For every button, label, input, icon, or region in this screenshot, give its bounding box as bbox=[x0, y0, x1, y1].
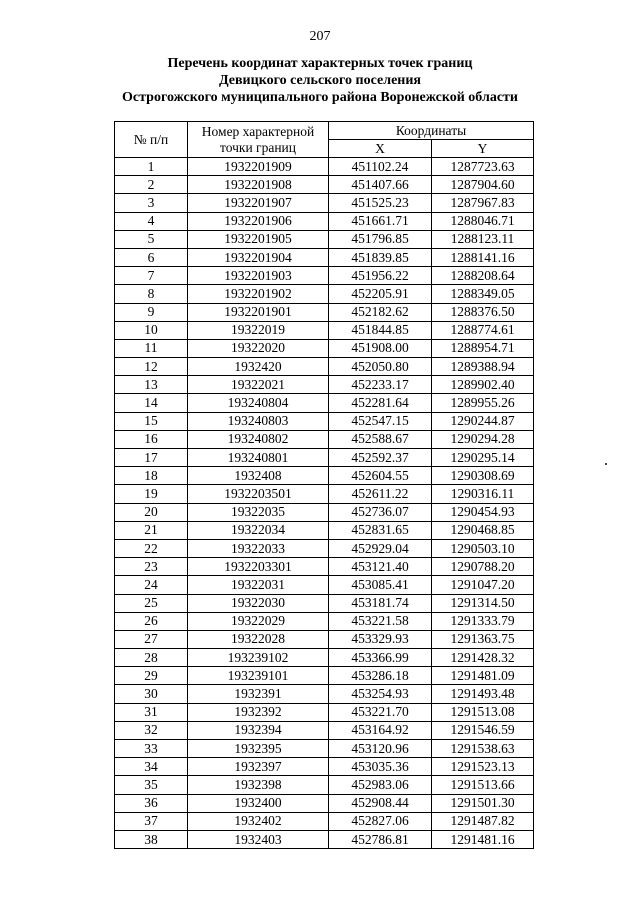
coord-x: 453181.74 bbox=[329, 594, 432, 612]
table-row bbox=[115, 430, 534, 448]
header-point-line-2: точки границ bbox=[219, 139, 297, 155]
point-number: 1932203501 bbox=[188, 485, 329, 503]
point-number: 1932201907 bbox=[188, 194, 329, 212]
coord-y: 1290454.93 bbox=[432, 503, 534, 521]
header-point-line-1: Номер характерной bbox=[201, 123, 315, 139]
row-number: 27 bbox=[115, 630, 188, 648]
row-number: 35 bbox=[115, 776, 188, 794]
point-number: 1932403 bbox=[188, 830, 329, 848]
row-number: 7 bbox=[115, 267, 188, 285]
row-number: 26 bbox=[115, 612, 188, 630]
table-row bbox=[115, 376, 534, 394]
title-line-2: Девицкого сельского поселения bbox=[218, 73, 421, 88]
coord-x: 453286.18 bbox=[329, 667, 432, 685]
row-number: 3 bbox=[115, 194, 188, 212]
coord-x: 451407.66 bbox=[329, 176, 432, 194]
coord-x: 453121.40 bbox=[329, 558, 432, 576]
point-number: 1932201906 bbox=[188, 212, 329, 230]
table-row bbox=[115, 285, 534, 303]
table-row bbox=[115, 758, 534, 776]
table-row bbox=[115, 830, 534, 848]
coord-x: 452050.80 bbox=[329, 358, 432, 376]
row-number: 22 bbox=[115, 539, 188, 557]
row-number: 4 bbox=[115, 212, 188, 230]
point-number: 19322019 bbox=[188, 321, 329, 339]
point-number: 1932391 bbox=[188, 685, 329, 703]
coord-x: 452983.06 bbox=[329, 776, 432, 794]
point-number: 1932201908 bbox=[188, 176, 329, 194]
coord-y: 1291047.20 bbox=[432, 576, 534, 594]
coord-y: 1290468.85 bbox=[432, 521, 534, 539]
coord-x: 453164.92 bbox=[329, 721, 432, 739]
page-number: 207 bbox=[309, 29, 331, 44]
point-number: 19322034 bbox=[188, 521, 329, 539]
table-row bbox=[115, 176, 534, 194]
point-number: 1932201909 bbox=[188, 158, 329, 176]
table-row bbox=[115, 394, 534, 412]
point-number: 19322033 bbox=[188, 539, 329, 557]
table-row bbox=[115, 776, 534, 794]
point-number: 19322031 bbox=[188, 576, 329, 594]
coordinates-table bbox=[114, 121, 534, 849]
coord-x: 453366.99 bbox=[329, 649, 432, 667]
table-row bbox=[115, 703, 534, 721]
table-row bbox=[115, 158, 534, 176]
coord-x: 451796.85 bbox=[329, 230, 432, 248]
coord-y: 1287723.63 bbox=[432, 158, 534, 176]
point-number: 193239101 bbox=[188, 667, 329, 685]
row-number: 10 bbox=[115, 321, 188, 339]
coord-y: 1291513.66 bbox=[432, 776, 534, 794]
coord-y: 1288954.71 bbox=[432, 339, 534, 357]
coord-y: 1289902.40 bbox=[432, 376, 534, 394]
row-number: 25 bbox=[115, 594, 188, 612]
table-row bbox=[115, 212, 534, 230]
point-number: 19322021 bbox=[188, 376, 329, 394]
row-number: 24 bbox=[115, 576, 188, 594]
table-row bbox=[115, 267, 534, 285]
point-number: 1932395 bbox=[188, 740, 329, 758]
row-number: 33 bbox=[115, 740, 188, 758]
row-number: 30 bbox=[115, 685, 188, 703]
table-row bbox=[115, 248, 534, 266]
coord-y: 1290316.11 bbox=[432, 485, 534, 503]
coord-x: 453221.58 bbox=[329, 612, 432, 630]
coord-y: 1291513.08 bbox=[432, 703, 534, 721]
coord-y: 1291428.32 bbox=[432, 649, 534, 667]
table-row bbox=[115, 812, 534, 830]
table-row bbox=[115, 321, 534, 339]
table-row bbox=[115, 230, 534, 248]
header-x: X bbox=[329, 140, 432, 158]
point-number: 19322029 bbox=[188, 612, 329, 630]
point-number: 193240804 bbox=[188, 394, 329, 412]
coord-x: 451525.23 bbox=[329, 194, 432, 212]
table-row bbox=[115, 303, 534, 321]
row-number: 18 bbox=[115, 467, 188, 485]
table-row bbox=[115, 339, 534, 357]
table-body bbox=[115, 158, 534, 849]
row-number: 11 bbox=[115, 339, 188, 357]
coord-x: 453085.41 bbox=[329, 576, 432, 594]
point-number: 1932201903 bbox=[188, 267, 329, 285]
header-number: № п/п bbox=[115, 122, 188, 158]
point-number: 1932408 bbox=[188, 467, 329, 485]
table-row bbox=[115, 612, 534, 630]
coord-x: 452281.64 bbox=[329, 394, 432, 412]
point-number: 1932402 bbox=[188, 812, 329, 830]
header-point bbox=[188, 122, 329, 158]
coord-y: 1289388.94 bbox=[432, 358, 534, 376]
coord-x: 452929.04 bbox=[329, 539, 432, 557]
row-number: 28 bbox=[115, 649, 188, 667]
coord-x: 451102.24 bbox=[329, 158, 432, 176]
table-row bbox=[115, 594, 534, 612]
table-row bbox=[115, 558, 534, 576]
title-line-1: Перечень координат характерных точек границ bbox=[167, 56, 473, 71]
table-row bbox=[115, 194, 534, 212]
row-number: 20 bbox=[115, 503, 188, 521]
coord-x: 451661.71 bbox=[329, 212, 432, 230]
coord-y: 1288774.61 bbox=[432, 321, 534, 339]
coord-y: 1287967.83 bbox=[432, 194, 534, 212]
coord-x: 453035.36 bbox=[329, 758, 432, 776]
coord-x: 452604.55 bbox=[329, 467, 432, 485]
point-number: 19322020 bbox=[188, 339, 329, 357]
coord-y: 1291481.09 bbox=[432, 667, 534, 685]
coord-x: 453120.96 bbox=[329, 740, 432, 758]
point-number: 193240803 bbox=[188, 412, 329, 430]
row-number: 37 bbox=[115, 812, 188, 830]
coord-y: 1291546.59 bbox=[432, 721, 534, 739]
header-coordinates: Координаты bbox=[329, 122, 534, 140]
point-number: 193239102 bbox=[188, 649, 329, 667]
row-number: 14 bbox=[115, 394, 188, 412]
table-row bbox=[115, 630, 534, 648]
document-title bbox=[0, 55, 640, 106]
coord-x: 452736.07 bbox=[329, 503, 432, 521]
coord-y: 1291487.82 bbox=[432, 812, 534, 830]
row-number: 21 bbox=[115, 521, 188, 539]
table-row bbox=[115, 721, 534, 739]
coord-x: 451844.85 bbox=[329, 321, 432, 339]
table-row bbox=[115, 685, 534, 703]
coord-y: 1291333.79 bbox=[432, 612, 534, 630]
coord-y: 1290308.69 bbox=[432, 467, 534, 485]
row-number: 6 bbox=[115, 248, 188, 266]
point-number: 19322030 bbox=[188, 594, 329, 612]
coord-y: 1291523.13 bbox=[432, 758, 534, 776]
table-row bbox=[115, 485, 534, 503]
point-number: 1932392 bbox=[188, 703, 329, 721]
row-number: 19 bbox=[115, 485, 188, 503]
table-row bbox=[115, 649, 534, 667]
point-number: 1932397 bbox=[188, 758, 329, 776]
title-line-3: Острогожского муниципального района Воронежской области bbox=[122, 90, 518, 105]
coord-x: 452827.06 bbox=[329, 812, 432, 830]
point-number: 19322028 bbox=[188, 630, 329, 648]
point-number: 1932201904 bbox=[188, 248, 329, 266]
row-number: 16 bbox=[115, 430, 188, 448]
header-y: Y bbox=[432, 140, 534, 158]
coord-x: 452547.15 bbox=[329, 412, 432, 430]
coord-x: 452611.22 bbox=[329, 485, 432, 503]
point-number: 193240802 bbox=[188, 430, 329, 448]
row-number: 38 bbox=[115, 830, 188, 848]
table-row bbox=[115, 412, 534, 430]
coord-x: 452786.81 bbox=[329, 830, 432, 848]
coord-y: 1291538.63 bbox=[432, 740, 534, 758]
table-header bbox=[115, 122, 534, 158]
coord-x: 451908.00 bbox=[329, 339, 432, 357]
row-number: 34 bbox=[115, 758, 188, 776]
coord-y: 1291481.16 bbox=[432, 830, 534, 848]
coord-y: 1291363.75 bbox=[432, 630, 534, 648]
coord-x: 452831.65 bbox=[329, 521, 432, 539]
row-number: 8 bbox=[115, 285, 188, 303]
row-number: 5 bbox=[115, 230, 188, 248]
row-number: 2 bbox=[115, 176, 188, 194]
row-number: 23 bbox=[115, 558, 188, 576]
coord-y: 1290788.20 bbox=[432, 558, 534, 576]
table-row bbox=[115, 667, 534, 685]
row-number: 15 bbox=[115, 412, 188, 430]
point-number: 1932201902 bbox=[188, 285, 329, 303]
row-number: 29 bbox=[115, 667, 188, 685]
row-number: 13 bbox=[115, 376, 188, 394]
coord-x: 452233.17 bbox=[329, 376, 432, 394]
coord-y: 1287904.60 bbox=[432, 176, 534, 194]
row-number: 12 bbox=[115, 358, 188, 376]
coord-x: 452592.37 bbox=[329, 449, 432, 467]
coord-x: 453221.70 bbox=[329, 703, 432, 721]
coord-y: 1288123.11 bbox=[432, 230, 534, 248]
coord-y: 1288349.05 bbox=[432, 285, 534, 303]
row-number: 9 bbox=[115, 303, 188, 321]
point-number: 1932201901 bbox=[188, 303, 329, 321]
coord-x: 453329.93 bbox=[329, 630, 432, 648]
point-number: 193240801 bbox=[188, 449, 329, 467]
point-number: 1932398 bbox=[188, 776, 329, 794]
scan-mark bbox=[605, 463, 607, 465]
row-number: 36 bbox=[115, 794, 188, 812]
point-number: 1932203301 bbox=[188, 558, 329, 576]
row-number: 17 bbox=[115, 449, 188, 467]
table-row bbox=[115, 503, 534, 521]
coord-y: 1291493.48 bbox=[432, 685, 534, 703]
coord-x: 452182.62 bbox=[329, 303, 432, 321]
coord-x: 452908.44 bbox=[329, 794, 432, 812]
coord-y: 1289955.26 bbox=[432, 394, 534, 412]
coord-y: 1290503.10 bbox=[432, 539, 534, 557]
coord-x: 451839.85 bbox=[329, 248, 432, 266]
table-row bbox=[115, 521, 534, 539]
table-row bbox=[115, 467, 534, 485]
point-number: 1932394 bbox=[188, 721, 329, 739]
coord-y: 1288376.50 bbox=[432, 303, 534, 321]
coord-y: 1290294.28 bbox=[432, 430, 534, 448]
coord-y: 1288141.16 bbox=[432, 248, 534, 266]
coord-y: 1288046.71 bbox=[432, 212, 534, 230]
coord-y: 1290244.87 bbox=[432, 412, 534, 430]
row-number: 31 bbox=[115, 703, 188, 721]
table-row bbox=[115, 449, 534, 467]
coord-y: 1291501.30 bbox=[432, 794, 534, 812]
point-number: 1932420 bbox=[188, 358, 329, 376]
table-row bbox=[115, 539, 534, 557]
coord-x: 453254.93 bbox=[329, 685, 432, 703]
row-number: 1 bbox=[115, 158, 188, 176]
coord-y: 1288208.64 bbox=[432, 267, 534, 285]
point-number: 1932201905 bbox=[188, 230, 329, 248]
point-number: 1932400 bbox=[188, 794, 329, 812]
table-row bbox=[115, 794, 534, 812]
coord-y: 1291314.50 bbox=[432, 594, 534, 612]
table-row bbox=[115, 740, 534, 758]
row-number: 32 bbox=[115, 721, 188, 739]
table-row bbox=[115, 358, 534, 376]
coord-x: 451956.22 bbox=[329, 267, 432, 285]
coord-y: 1290295.14 bbox=[432, 449, 534, 467]
table-row bbox=[115, 576, 534, 594]
coord-x: 452205.91 bbox=[329, 285, 432, 303]
coord-x: 452588.67 bbox=[329, 430, 432, 448]
point-number: 19322035 bbox=[188, 503, 329, 521]
